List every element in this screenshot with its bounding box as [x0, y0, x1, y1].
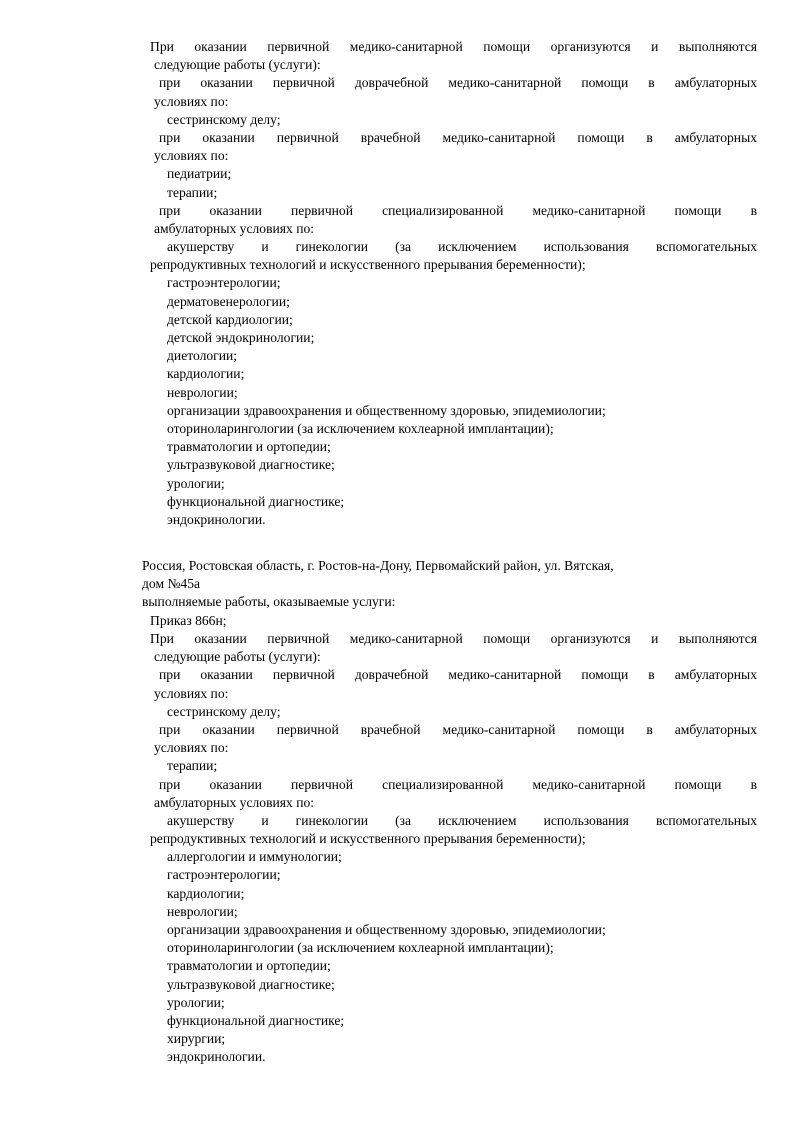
works-label: выполняемые работы, оказываемые услуги: [142, 594, 396, 610]
list-item: эндокринологии. [167, 1049, 266, 1065]
list-item: аллергологии и иммунологии; [167, 849, 342, 865]
physician-heading-line: при оказании первичной врачебной медико-санитарной помощи в амбулаторных [159, 721, 757, 737]
specialized-heading-line: амбулаторных условиях по: [154, 220, 315, 236]
list-item: неврологии; [167, 384, 238, 400]
list-item: терапии; [167, 184, 218, 200]
list-item: урологии; [167, 475, 225, 491]
physician-heading-line: условиях по: [154, 148, 229, 164]
list-item: функциональной диагностике; [167, 493, 345, 509]
prehospital-heading-line: при оказании первичной доврачебной медико-санитарной помощи в амбулаторных [159, 75, 757, 91]
services-section-2 [142, 630, 757, 1067]
specialized-heading-line: амбулаторных условиях по: [154, 794, 315, 810]
obgyn-line: репродуктивных технологий и искусственного прерывания беременности); [150, 831, 586, 847]
list-item: организации здравоохранения и общественному здоровью, эпидемиологии; [167, 402, 606, 418]
address-line: Россия, Ростовская область, г. Ростов-на-Дону, Первомайский район, ул. Вятская, [142, 558, 614, 573]
list-item: ультразвуковой диагностике; [167, 457, 335, 473]
list-item: детской эндокринологии; [167, 330, 315, 345]
list-item: гастроэнтерологии; [167, 867, 281, 883]
specialized-heading-line: при оказании первичной специализированной медико-санитарной помощи в [159, 776, 757, 792]
list-item: терапии; [167, 758, 218, 774]
physician-heading-line: при оказании первичной врачебной медико-санитарной помощи в амбулаторных [159, 129, 757, 145]
prehospital-heading-line: условиях по: [154, 685, 229, 701]
obgyn-line: репродуктивных технологий и искусственного прерывания беременности); [150, 257, 586, 273]
obgyn-line: акушерству и гинекологии (за исключением использования вспомогательных [167, 239, 757, 255]
list-item: педиатрии; [167, 166, 232, 182]
list-item: хирургии; [167, 1031, 226, 1047]
physician-heading-line: условиях по: [154, 740, 229, 756]
list-item: сестринскому делу; [167, 703, 281, 719]
list-item: оториноларингологии (за исключением кохлеарной имплантации); [167, 420, 554, 436]
list-item: дерматовенерологии; [167, 293, 290, 309]
list-item: организации здравоохранения и общественному здоровью, эпидемиологии; [167, 922, 606, 937]
list-item: функциональной диагностике; [167, 1012, 345, 1028]
list-item: кардиологии; [167, 366, 245, 382]
obgyn-line: акушерству и гинекологии (за исключением использования вспомогательных [167, 812, 757, 828]
list-item: сестринскому делу; [167, 111, 281, 127]
list-item: кардиологии; [167, 885, 245, 901]
list-item: эндокринологии. [167, 511, 266, 527]
prehospital-heading-line: при оказании первичной доврачебной медико-санитарной помощи в амбулаторных [159, 667, 757, 683]
order-reference: Приказ 866н; [150, 612, 227, 628]
section-intro-line: При оказании первичной медико-санитарной помощи организуются и выполняются [150, 39, 757, 54]
list-item: неврологии; [167, 903, 238, 919]
list-item: диетологии; [167, 348, 238, 364]
section-intro-line: следующие работы (услуги): [154, 57, 321, 73]
section-intro-line: При оказании первичной медико-санитарной помощи организуются и выполняются [150, 631, 757, 646]
list-item: гастроэнтерологии; [167, 275, 281, 291]
list-item: урологии; [167, 994, 225, 1010]
list-item: оториноларингологии (за исключением кохлеарной имплантации); [167, 940, 554, 956]
section-intro-line: следующие работы (услуги): [154, 649, 321, 665]
list-item: детской кардиологии; [167, 311, 293, 327]
services-section-1 [142, 38, 757, 529]
list-item: травматологии и ортопедии; [167, 439, 331, 455]
address-line: дом №45а [142, 576, 201, 592]
list-item: ультразвуковой диагностике; [167, 976, 335, 992]
address-block [142, 557, 757, 630]
specialized-heading-line: при оказании первичной специализированной медико-санитарной помощи в [159, 202, 757, 218]
prehospital-heading-line: условиях по: [154, 93, 229, 109]
list-item: травматологии и ортопедии; [167, 958, 331, 974]
